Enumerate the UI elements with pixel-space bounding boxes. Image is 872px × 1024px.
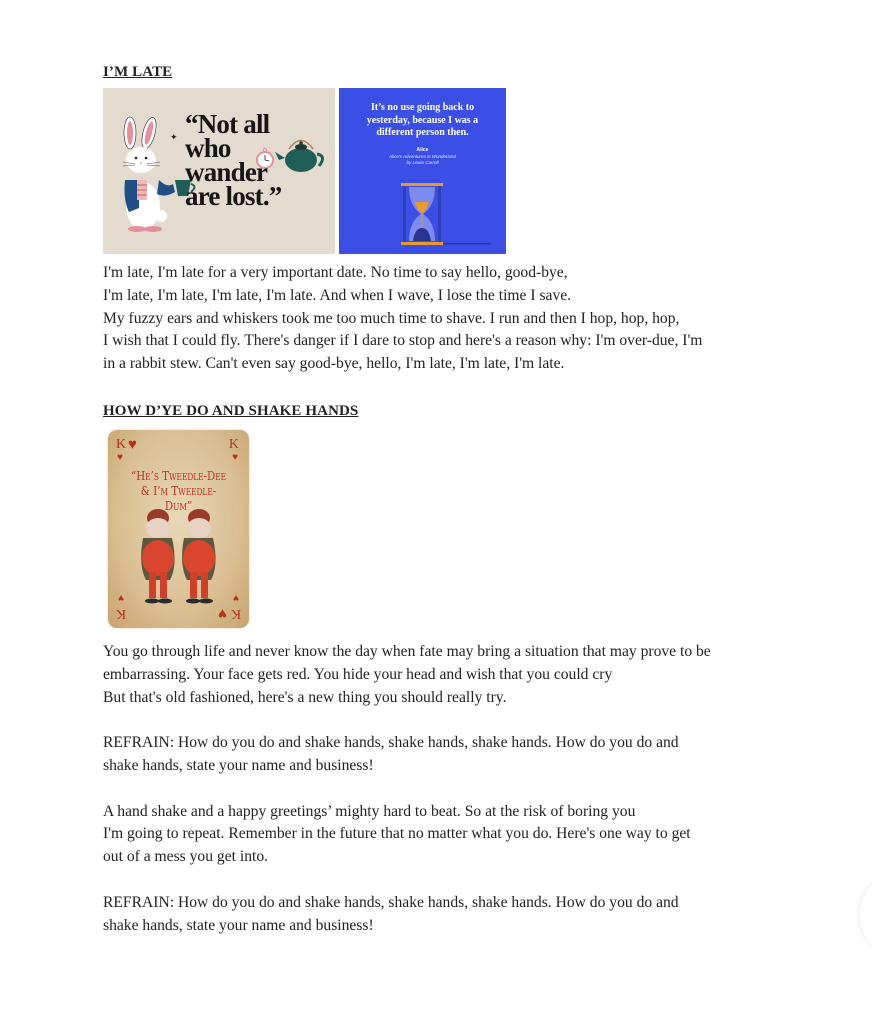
shake-hands-refrain-1: REFRAIN: How do you do and shake hands, shake hands, shake hands. How do you do and shake hands, state your name and business!	[103, 734, 679, 774]
floating-action-button-edge[interactable]	[860, 880, 872, 950]
section-heading-im-late: I’M LATE	[103, 64, 173, 80]
heart-suit-icon: ♥	[128, 436, 137, 453]
shake-hands-verse-2: A hand shake and a happy greetings’ mighty hard to beat. So at the risk of boring you I'm going to repeat. Remember in the future that no matter what you do. Here's one way to get out of a mess you get into.	[103, 802, 691, 866]
alice-quote-image	[339, 88, 506, 254]
svg-text:✦: ✦	[170, 132, 178, 142]
document-page	[103, 62, 803, 937]
card-rank-bottom-right: K	[230, 605, 241, 621]
shake-hands-verse-1: You go through life and never know the day when fate may bring a situation that may prove to be embarrassing. Your face gets red. You hide your head and wish that you could cry But that's old fashioned, here's a new thing you should really try.	[103, 642, 711, 706]
heart-suit-icon: ♥	[232, 451, 238, 463]
heart-suit-icon: ♥	[218, 604, 227, 621]
rabbit-quote-text: “Not all who wander are lost.”	[185, 109, 282, 211]
tweedle-twins-illustration	[108, 430, 249, 628]
image-row	[103, 88, 803, 254]
section-heading-how-dye-do: HOW D’YE DO AND SHAKE HANDS	[103, 402, 359, 419]
alice-quote-text: It’s no use going back to yesterday, because I was a different person then.	[366, 102, 479, 138]
tweedle-playing-card-image	[108, 430, 249, 628]
alice-attribution-name: Alice	[416, 147, 429, 153]
white-rabbit-quote-image	[103, 88, 335, 254]
alice-attribution-book: Alice’s Adventures in Wonderland by Lewis Carroll	[388, 154, 457, 165]
heart-suit-icon: ♥	[233, 591, 239, 603]
shake-hands-refrain-2: REFRAIN: How do you do and shake hands, shake hands, shake hands. How do you do and shake hands, state your name and business!	[103, 893, 679, 934]
heart-suit-icon: ♥	[117, 451, 123, 463]
card-rank-top-right: K	[228, 436, 239, 452]
im-late-lyrics: I'm late, I'm late for a very important date. No time to say hello, good-bye, I'm late, I'm late, I'm late, I'm late. And when I wave, I lose the time I save. My fuzzy ears and whiskers took me too much time to shave. I run and then I hop, hop, hop, I wish that I could fly. There's danger if I dare to stop and here's a reason why: I'm over-due, I'm in a rabbit stew. Can't even say good-bye, hello, I'm late, I'm late, I'm late.	[103, 264, 703, 373]
card-title-text: “He’s Tweedle-Dee & I’m Tweedle-Dum”	[130, 467, 226, 513]
hourglass-icon	[339, 88, 506, 254]
card-rank-bottom-left: K	[116, 605, 127, 621]
card-rank-top-left: K	[116, 436, 127, 452]
heart-suit-icon: ♥	[118, 591, 124, 603]
